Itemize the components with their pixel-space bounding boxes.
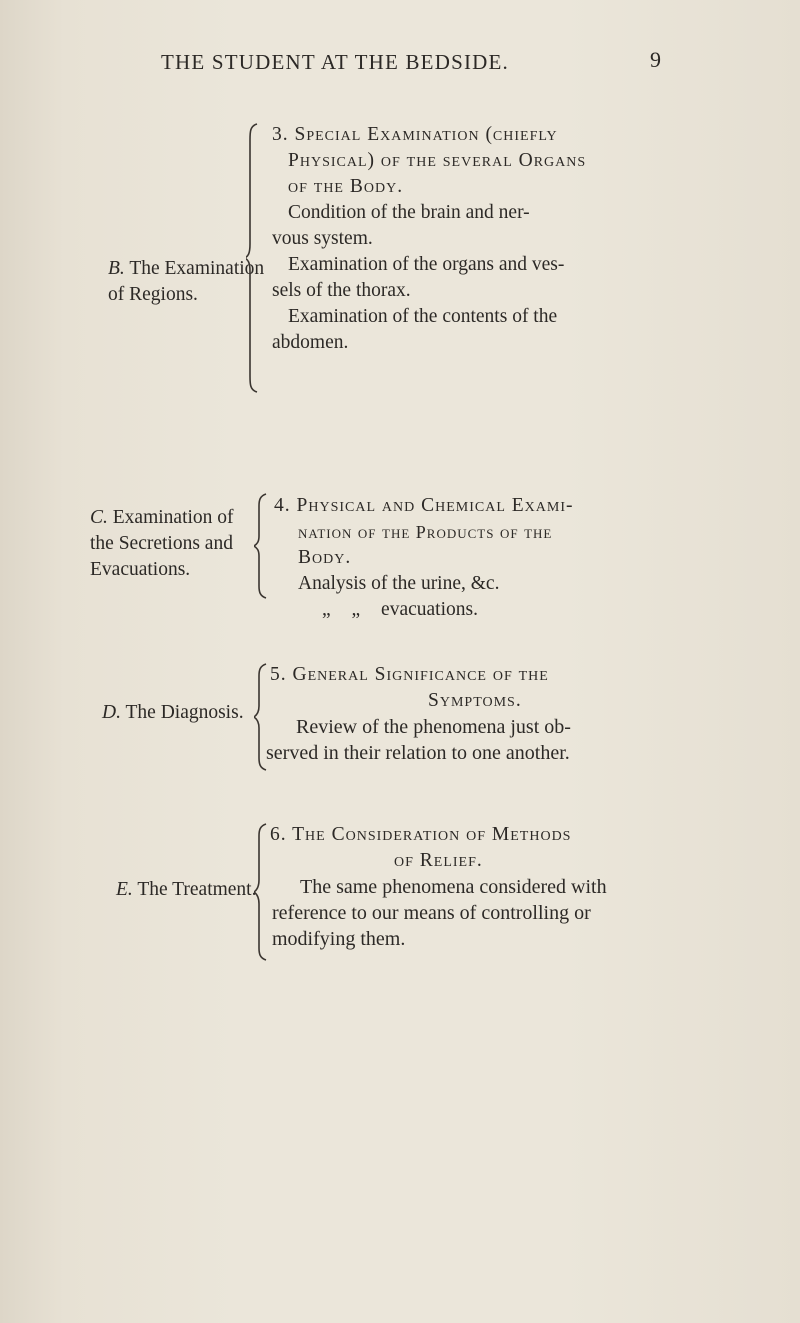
- brace-c: [254, 492, 268, 600]
- section-letter: E.: [116, 879, 133, 900]
- body-line: „ „ evacuations.: [322, 599, 478, 620]
- body-line: sels of the thorax.: [272, 280, 411, 301]
- left-label-c: [90, 505, 234, 583]
- heading-line: nation of the Products of the: [298, 522, 553, 542]
- left-line: The Treatment.: [137, 879, 257, 900]
- section-letter: D.: [102, 702, 121, 723]
- body-line: The same phenomena considered with: [300, 876, 607, 898]
- heading-line: of the Body.: [288, 176, 404, 197]
- page-number: 9: [650, 47, 661, 72]
- left-line: The Diagnosis.: [125, 702, 244, 723]
- entry-c: [274, 493, 574, 623]
- body-line: Examination of the contents of the: [288, 306, 558, 327]
- body-line: abdomen.: [272, 332, 349, 353]
- running-header: THE STUDENT AT THE BEDSIDE.: [161, 50, 509, 74]
- heading-line: of Relief.: [394, 850, 483, 871]
- brace-b: [246, 122, 260, 394]
- heading-line: Body.: [298, 547, 352, 568]
- left-line: Examination of: [112, 507, 234, 528]
- body-line: served in their relation to one another.: [266, 742, 570, 764]
- entry-b: [272, 122, 586, 356]
- left-line: of Regions.: [108, 284, 198, 305]
- entry-e: [266, 822, 607, 952]
- left-label-d: [102, 700, 244, 726]
- body-line: Condition of the brain and ner-: [288, 202, 530, 223]
- entry-d: [262, 662, 571, 766]
- section-letter: B.: [108, 258, 125, 279]
- heading-line: 6. The Consideration of Methods: [270, 824, 572, 845]
- left-label-b: [108, 256, 264, 308]
- body-line: Examination of the organs and ves-: [288, 254, 565, 275]
- heading-line: Physical) of the several Organs: [288, 150, 587, 171]
- body-line: Analysis of the urine, &c.: [298, 573, 500, 594]
- heading-line: 3. Special Examination (chiefly: [272, 124, 558, 145]
- left-label-e: [116, 877, 256, 903]
- heading-line: 5. General Significance of the: [270, 664, 549, 685]
- body-line: modifying them.: [272, 928, 406, 950]
- body-line: Review of the phenomena just ob-: [296, 716, 571, 738]
- body-line: vous system.: [272, 228, 373, 249]
- left-line: Evacuations.: [90, 559, 191, 580]
- heading-line: Symptoms.: [428, 690, 522, 711]
- section-letter: C.: [90, 507, 108, 528]
- body-line: reference to our means of controlling or: [272, 902, 591, 924]
- left-line: the Secretions and: [90, 533, 233, 554]
- left-line: The Examination: [129, 258, 265, 279]
- heading-line: 4. Physical and Chemical Exami-: [274, 495, 574, 516]
